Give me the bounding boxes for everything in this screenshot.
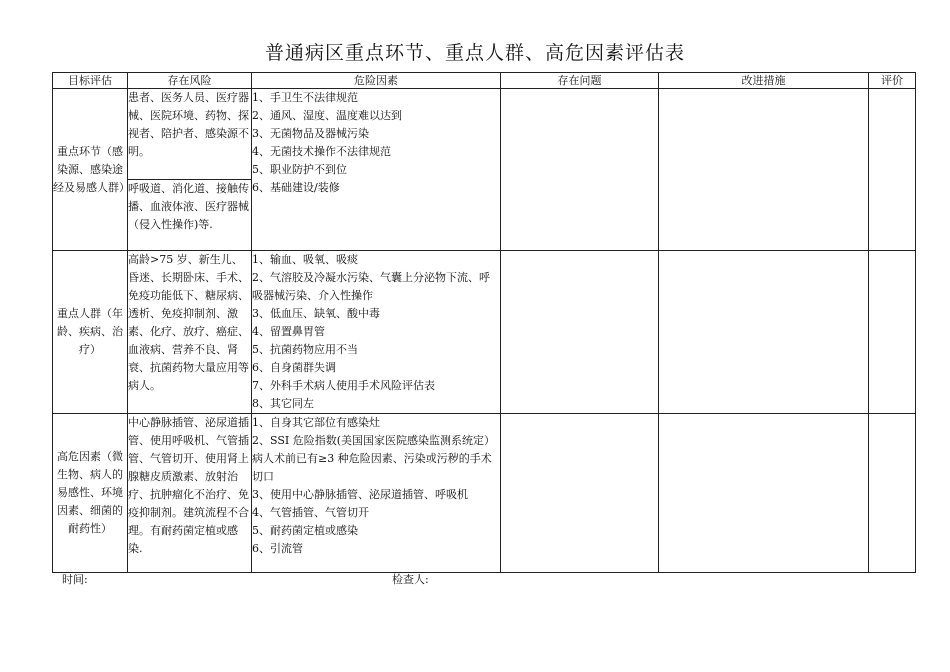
factor-item: 5、耐药菌定植或感染 [252,524,358,537]
header-row [53,73,916,89]
factor-cell [252,89,501,251]
factor-item: 6、基础建设/装修 [252,181,340,194]
table-row [53,89,916,180]
assessment-table [52,72,916,573]
factor-item: 3、低血压、缺氧、酸中毒 [252,307,380,320]
target-cell: 重点人群（年龄、疾病、治疗） [53,251,128,414]
risk-cell: 呼吸道、消化道、接触传播、血液体液、医疗器械（侵入性操作)等. [128,180,252,251]
problem-cell[interactable] [501,414,659,573]
factor-cell [252,414,501,573]
factor-item: 8、其它同左 [252,397,314,410]
header-evaluation: 评价 [869,73,916,89]
target-cell: 重点环节（感染源、感染途经及易感人群） [53,89,128,251]
checker-label: 检查人: [392,573,429,586]
header-problem: 存在问题 [501,73,659,89]
factor-item: 2、气溶胶及冷凝水污染、气囊上分泌物下流、呼吸器械污染、介入性操作 [252,271,490,302]
target-cell: 高危因素（微生物、病人的易感性、环境因素、细菌的耐药性） [53,414,128,573]
time-label: 时间: [62,573,88,586]
table-row [53,414,916,573]
header-factor: 危险因素 [252,73,501,89]
header-risk: 存在风险 [128,73,252,89]
factor-item: 6、引流管 [252,542,303,555]
evaluation-cell[interactable] [869,414,916,573]
document-title: 普通病区重点环节、重点人群、高危因素评估表 [264,42,685,64]
factor-cell [252,251,501,414]
header-measures: 改进措施 [659,73,869,89]
factor-item: 5、抗菌药物应用不当 [252,343,358,356]
factor-item: 4、气管插管、气管切开 [252,506,369,519]
factor-item: 1、自身其它部位有感染灶 [252,416,380,429]
risk-cell: 患者、医务人员、医疗器械、医院环境、药物、探视者、陪护者、感染源不明。 [128,89,252,180]
table-row [53,251,916,414]
factor-item: 6、自身菌群失调 [252,361,336,374]
measures-cell[interactable] [659,414,869,573]
factor-item: 4、无菌技术操作不法律规范 [252,145,391,158]
evaluation-cell[interactable] [869,251,916,414]
measures-cell[interactable] [659,89,869,251]
problem-cell[interactable] [501,251,659,414]
factor-item: 1、手卫生不法律规范 [252,91,358,104]
factor-item: 1、输血、吸氧、吸痰 [252,253,358,266]
problem-cell[interactable] [501,89,659,251]
header-target: 目标评估 [53,73,128,89]
factor-item: 5、职业防护不到位 [252,163,347,176]
factor-item: 2、SSI 危险指数(美国国家医院感染监测系统定）病人术前已有≥3 种危险因素、污染或污秽的手术切口 [252,434,496,483]
evaluation-cell[interactable] [869,89,916,251]
factor-item: 4、留置鼻胃管 [252,325,325,338]
risk-cell: 高龄>75 岁、新生儿、昏迷、长期卧床、手术、免疫功能低下、糖尿病、透析、免疫抑制剂、激素、化疗、放疗、癌症、血液病、营养不良、肾衰、抗菌药物大量应用等病人。 [128,251,252,414]
measures-cell[interactable] [659,251,869,414]
factor-item: 3、无菌物品及器械污染 [252,127,369,140]
risk-cell: 中心静脉插管、泌尿道插管、使用呼吸机、气管插管、气管切开、使用肾上腺糖皮质激素、放射治疗、抗肿瘤化不治疗、免疫抑制剂。建筑流程不合理。有耐药菌定植或感染. [128,414,252,573]
factor-item: 7、外科手术病人使用手术风险评估表 [252,379,435,392]
factor-item: 2、通风、湿度、温度难以达到 [252,109,402,122]
factor-item: 3、使用中心静脉插管、泌尿道插管、呼吸机 [252,488,468,501]
